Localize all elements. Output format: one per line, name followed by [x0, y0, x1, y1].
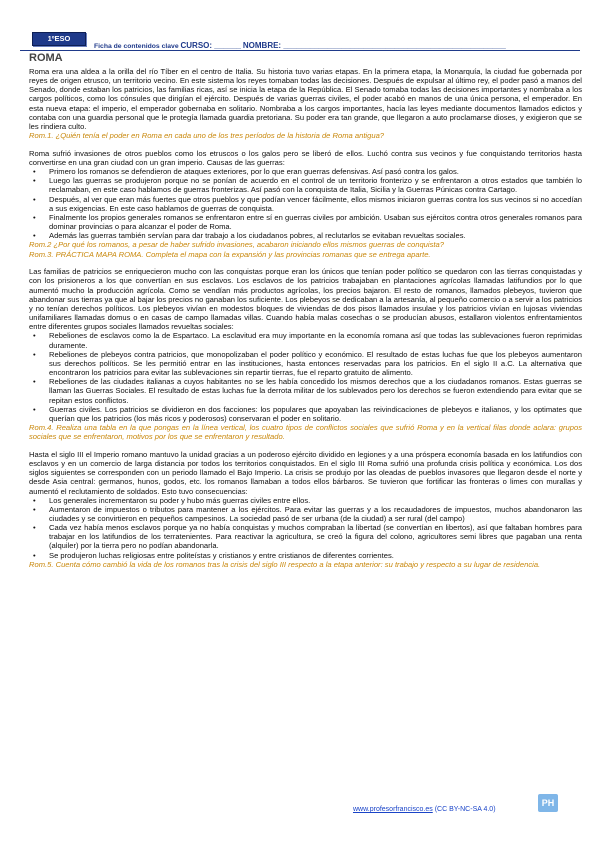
section4-paragraph: Hasta el siglo III el Imperio romano mantuvo la unidad gracias a un poderoso ejército dividido en legiones y a una próspera economía basada en los latifundios con esclavos y en un comercio de larga distancia por todos los territorios conquistados. En el siglo III Roma sufrió una profunda crisis política y económica. Los dos siglos siguientes se corresponden con un periodo llamado el Bajo Imperio. La crisis se produjo por las oleadas de pueblos invasores que llegaron desde el norte y desde Asia central: germanos, hunos, godos, etc. los romanos llamaban a todos ellos bárbaros. Se tuvieron que fortificar las fronteras o limes con murallas y aumentó el reclutamiento de soldados. Esto tuvo consecuencias:	[29, 449, 582, 496]
war-causes-list	[29, 167, 582, 240]
website-link[interactable]: www.profesorfrancisco.es	[353, 806, 433, 813]
list-item: • Los generales incrementaron su poder y hubo más guerras civiles entre ellos.	[29, 496, 582, 505]
section3-paragraph: Las familias de patricios se enriquecieron mucho con las conquistas porque eran los únicos que tenían poder político se quedaron con las tierras conquistadas y con los prisioneros a los que convertían en sus esclavos. Los esclavos de los patricios trabajaban en plantaciones agrícolas llamadas latifundios por lo que aumentó mucho la producción agrícola. Como se vendían más productos agrícolas, los precios bajaron. El resto de romanos, llamados plebeyos, tuvieron que abandonar sus tierras ya que al bajar los precios no ganaban los suficiente. Los plebeyos se dedicaban a la artesanía, al pequeño comercio o a servir a los patricios y no tenían derechos políticos. Los plebeyos vivían en modestos bloques de viviendas de dos pisos llamados insulae y los patricios vivían en lujosas viviendas unifamiliares llamadas domus o en casas de campo llamadas villas. Cuando había malas cosechas o se producían abusos, estallaron violentos enfrentamientos entre diferentes grupos sociales llamados revueltas sociales:	[29, 267, 582, 332]
list-item: • Aumentaron de impuestos o tributos para mantener a los ejércitos. Para evitar las guerras y a los recaudadores de impuestos, muchos abandonaron las ciudades y se convirtieron en pequeños campesinos. La sociedad pasó de ser urbana (de la ciudad) a ser rural (del campo)	[29, 505, 582, 523]
grade-badge: 1ºESO	[32, 32, 86, 46]
list-item: • Se produjeron luchas religiosas entre politeístas y cristianos y entre cristianos de diferentes corrientes.	[29, 551, 582, 560]
list-item: • Luego las guerras se produjeron porque no se ponían de acuerdo en el control de un territorio fronterizo y se enfrentaron a otros estados que también lo reclamaban, en este caso hablamos de guerras fronterizas. Así pasó con la conquista de Italia, Sicilia y la Guerras Púnicas contra Cartago.	[29, 176, 582, 194]
list-item: • Rebeliones de las ciudades italianas a cuyos habitantes no se les había concedido los mismos derechos que a los ciudadanos romanos. Estas guerras se llaman las Guerras Sociales. El resultado de estas luchas fue la derrota militar de los sublevados pero los derechos se fueron extendiendo para evitar que se repitan estos conflictos.	[29, 377, 582, 404]
course-field: CURSO: ______	[180, 41, 241, 50]
social-revolts-list	[29, 331, 582, 423]
header-fields	[94, 41, 506, 50]
question-rom5: Rom.5. Cuenta cómo cambió la vida de los romanos tras la crisis del siglo III respecto a la etapa anterior: su trabajo y respecto a su lugar de residencia.	[29, 559, 541, 569]
list-item: • Cada vez había menos esclavos porque ya no había conquistas y muchos compraban la libertad (se convertían en libertos), así que faltaban hombres para trabajar en los latifundios de los terratenientes. Para reactivar la agricultura, se creó la figura del colono, agricultores semi libres que pagaban una renta (alquiler) por la tierra pero no podían abandonarla.	[29, 523, 582, 550]
worksheet-header	[20, 32, 580, 50]
license-text: (CC BY-NC-SA 4.0)	[434, 806, 496, 813]
ph-logo-icon: PH	[538, 794, 558, 812]
list-item: • Primero los romanos se defendieron de ataques exteriores, por lo que eran guerras defensivas. Así pasó contra los galos.	[29, 167, 582, 176]
section2-intro: Roma sufrió invasiones de otros pueblos como los etruscos o los galos pero se liberó de ellos. Luchó contra sus vecinos y fue conquistando territorios hasta convertirse en una gran ciudad con un gran imperio. Causas de las guerras:	[29, 148, 582, 167]
list-item: • Finalmente los propios generales romanos se enfrentaron entre sí en guerras civiles por ambición. Usaban sus ejércitos contra otros generales romanos para dominar provincias o para alcanzar el poder de Roma.	[29, 213, 582, 231]
name-field: NOMBRE: __________________________________________________	[242, 41, 506, 50]
crisis-consequences-list	[29, 496, 582, 560]
header-divider	[20, 50, 580, 51]
page-title: ROMA	[29, 52, 63, 64]
header-fields-label: Ficha de contenidos clave	[94, 43, 179, 50]
list-item: • Rebeliones de plebeyos contra patricios, que monopolizaban el poder político y económico. El resultado de estas luchas fue que los plebeyos aumentaron sus derechos políticos. Se les permitió entrar en las instituciones, hasta entonces reservadas para los patricios. En el siglo II a.C. La alternativa que encontraron los patricios para evitar las sublevaciones sin repartir tierras, fue el reparto gratuito de alimento.	[29, 350, 582, 377]
list-item: • Guerras civiles. Los patricios se dividieron en dos facciones: los populares que apoyaban las reivindicaciones de plebeyos e italianos, y los optimates que querían que los patricios (los más ricos y poderosos) conservaran el poder en solitario.	[29, 405, 582, 423]
question-rom1: Rom.1. ¿Quién tenía el poder en Roma en cada uno de los tres períodos de la historia de Roma antigua?	[29, 131, 385, 141]
question-rom3: Rom.3. PRÁCTICA MAPA ROMA. Completa el mapa con la expansión y las provincias romanas que se entrega aparte.	[29, 249, 431, 259]
list-item: • Además las guerras también servían para dar trabajo a los ciudadanos pobres, al reclutarlos se evitaban revueltas sociales.	[29, 231, 582, 240]
question-rom4: Rom.4. Realiza una tabla en la que pongas en la línea vertical, los cuatro tipos de conflictos sociales que sufrió Roma y en la vertical filas donde aclara: grupos sociales que se enfrentaron, motivos por los que se enfrentaron y resultado.	[29, 422, 582, 442]
section1-paragraph: Roma era una aldea a la orilla del río Tíber en el centro de Italia. Su historia tuvo varias etapas. En la primera etapa, la Monarquía, la ciudad fue gobernada por reyes de origen etrusco, un territorio vecino. En este sistema los reyes tomaban todas las decisiones. Después de expulsar al último rey, el poder pasó a manos del Senado, donde estaban los patricios, las familias ricas, así se inicia la etapa de la República. El Senado tomaba todas las decisiones importantes y nombraba a los cargos políticos, como los cónsules que dirigían el ejército. Después de varias guerras civiles, el poder acabó en manos de una única persona, el emperador. En esta nueva etapa: el imperio, el emperador gobernaba en solitario. Nombraba a los cargos importantes, hacía las leyes mediante documentos llamados edictos y contaba con una guardia personal que le protegía llamada guardia pretoriana. Su poder era tan grande, que llegaron a auto proclamarse dioses, y exigieron que se les rindiera culto.	[29, 67, 582, 131]
footer	[353, 806, 496, 813]
worksheet-content	[29, 67, 582, 569]
list-item: • Después, al ver que eran más fuertes que otros pueblos y que podían vencer fácilmente, ellos mismos iniciaron guerras contra los sus vecinos si no accedían a sus exigencias. En este caso hablamos de guerras de conquista.	[29, 195, 582, 213]
question-rom2: Rom.2 ¿Por qué los romanos, a pesar de haber sufrido invasiones, acabaron iniciando ellos mismos guerras de conquista?	[29, 240, 444, 250]
list-item: • Rebeliones de esclavos como la de Espartaco. La esclavitud era muy importante en la economía romana así que todas las sublevaciones fueron reprimidas duramente.	[29, 331, 582, 349]
